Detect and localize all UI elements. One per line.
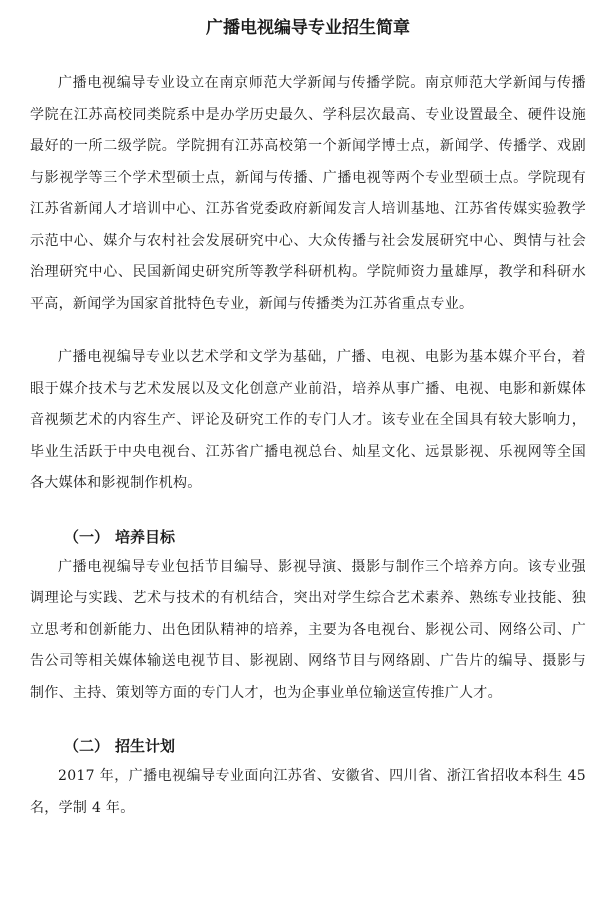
section-number: （二） bbox=[64, 737, 110, 755]
section-title: 招生计划 bbox=[115, 737, 176, 755]
paragraph-spacer bbox=[30, 320, 586, 342]
intro-paragraph-2: 广播电视编导专业以艺术学和文学为基础，广播、电视、电影为基本媒介平台，着眼于媒介技术与艺术发展以及文化创意产业前沿，培养从事广播、电视、电影和新媒体音视频艺术的内容生产、评论及研究工作的专门人才。该专业在全国具有较大影响力，毕业生活跃于中央电视台、江苏省广播电视总台、灿星文化、远景影视、乐视网等全国各大媒体和影视制作机构。 bbox=[30, 349, 586, 491]
section-text-enrollment-plan: 2017 年，广播电视编导专业面向江苏省、安徽省、四川省、浙江省招收本科生 45 名，学制 4 年。 bbox=[30, 768, 586, 816]
section-heading-training-goals bbox=[36, 522, 586, 552]
paragraph-spacer bbox=[30, 709, 586, 731]
paragraph-spacer bbox=[30, 500, 586, 522]
document-page bbox=[30, 10, 586, 824]
document-title: 广播电视编导专业招生简章 bbox=[206, 18, 410, 38]
intro-paragraph-1: 广播电视编导专业设立在南京师范大学新闻与传播学院。南京师范大学新闻与传播学院在江苏高校同类院系中是办学历史最久、学科层次最高、专业设置最全、硬件设施最好的一所二级学院。学院拥有江苏高校第一个新闻学博士点，新闻学、传播学、戏剧与影视学等三个学术型硕士点，新闻与传播、广播电视等两个专业型硕士点。学院现有江苏省新闻人才培训中心、江苏省党委政府新闻发言人培训基地、江苏省传媒实验教学示范中心、媒介与农村社会发展研究中心、大众传播与社会发展研究中心、舆情与社会治理研究中心、民国新闻史研究所等教学科研机构。学院师资力量雄厚，教学和科研水平高，新闻学为国家首批特色专业，新闻与传播类为江苏省重点专业。 bbox=[30, 75, 586, 312]
section-number: （一） bbox=[64, 527, 110, 546]
section-title: 培养目标 bbox=[115, 527, 176, 546]
section-heading-enrollment-plan bbox=[36, 731, 586, 761]
section-text-training-goals: 广播电视编导专业包括节目编导、影视导演、摄影与制作三个培养方向。该专业强调理论与实践、艺术与技术的有机结合，突出对学生综合艺术素养、熟练专业技能、独立思考和创新能力、出色团队精神的培养，主要为各电视台、影视公司、网络公司、广告公司等相关媒体输送电视节目、影视剧、网络节目与网络剧、广告片的编导、摄影与制作、主持、策划等方面的专门人才，也为企事业单位输送宣传推广人才。 bbox=[30, 558, 586, 701]
